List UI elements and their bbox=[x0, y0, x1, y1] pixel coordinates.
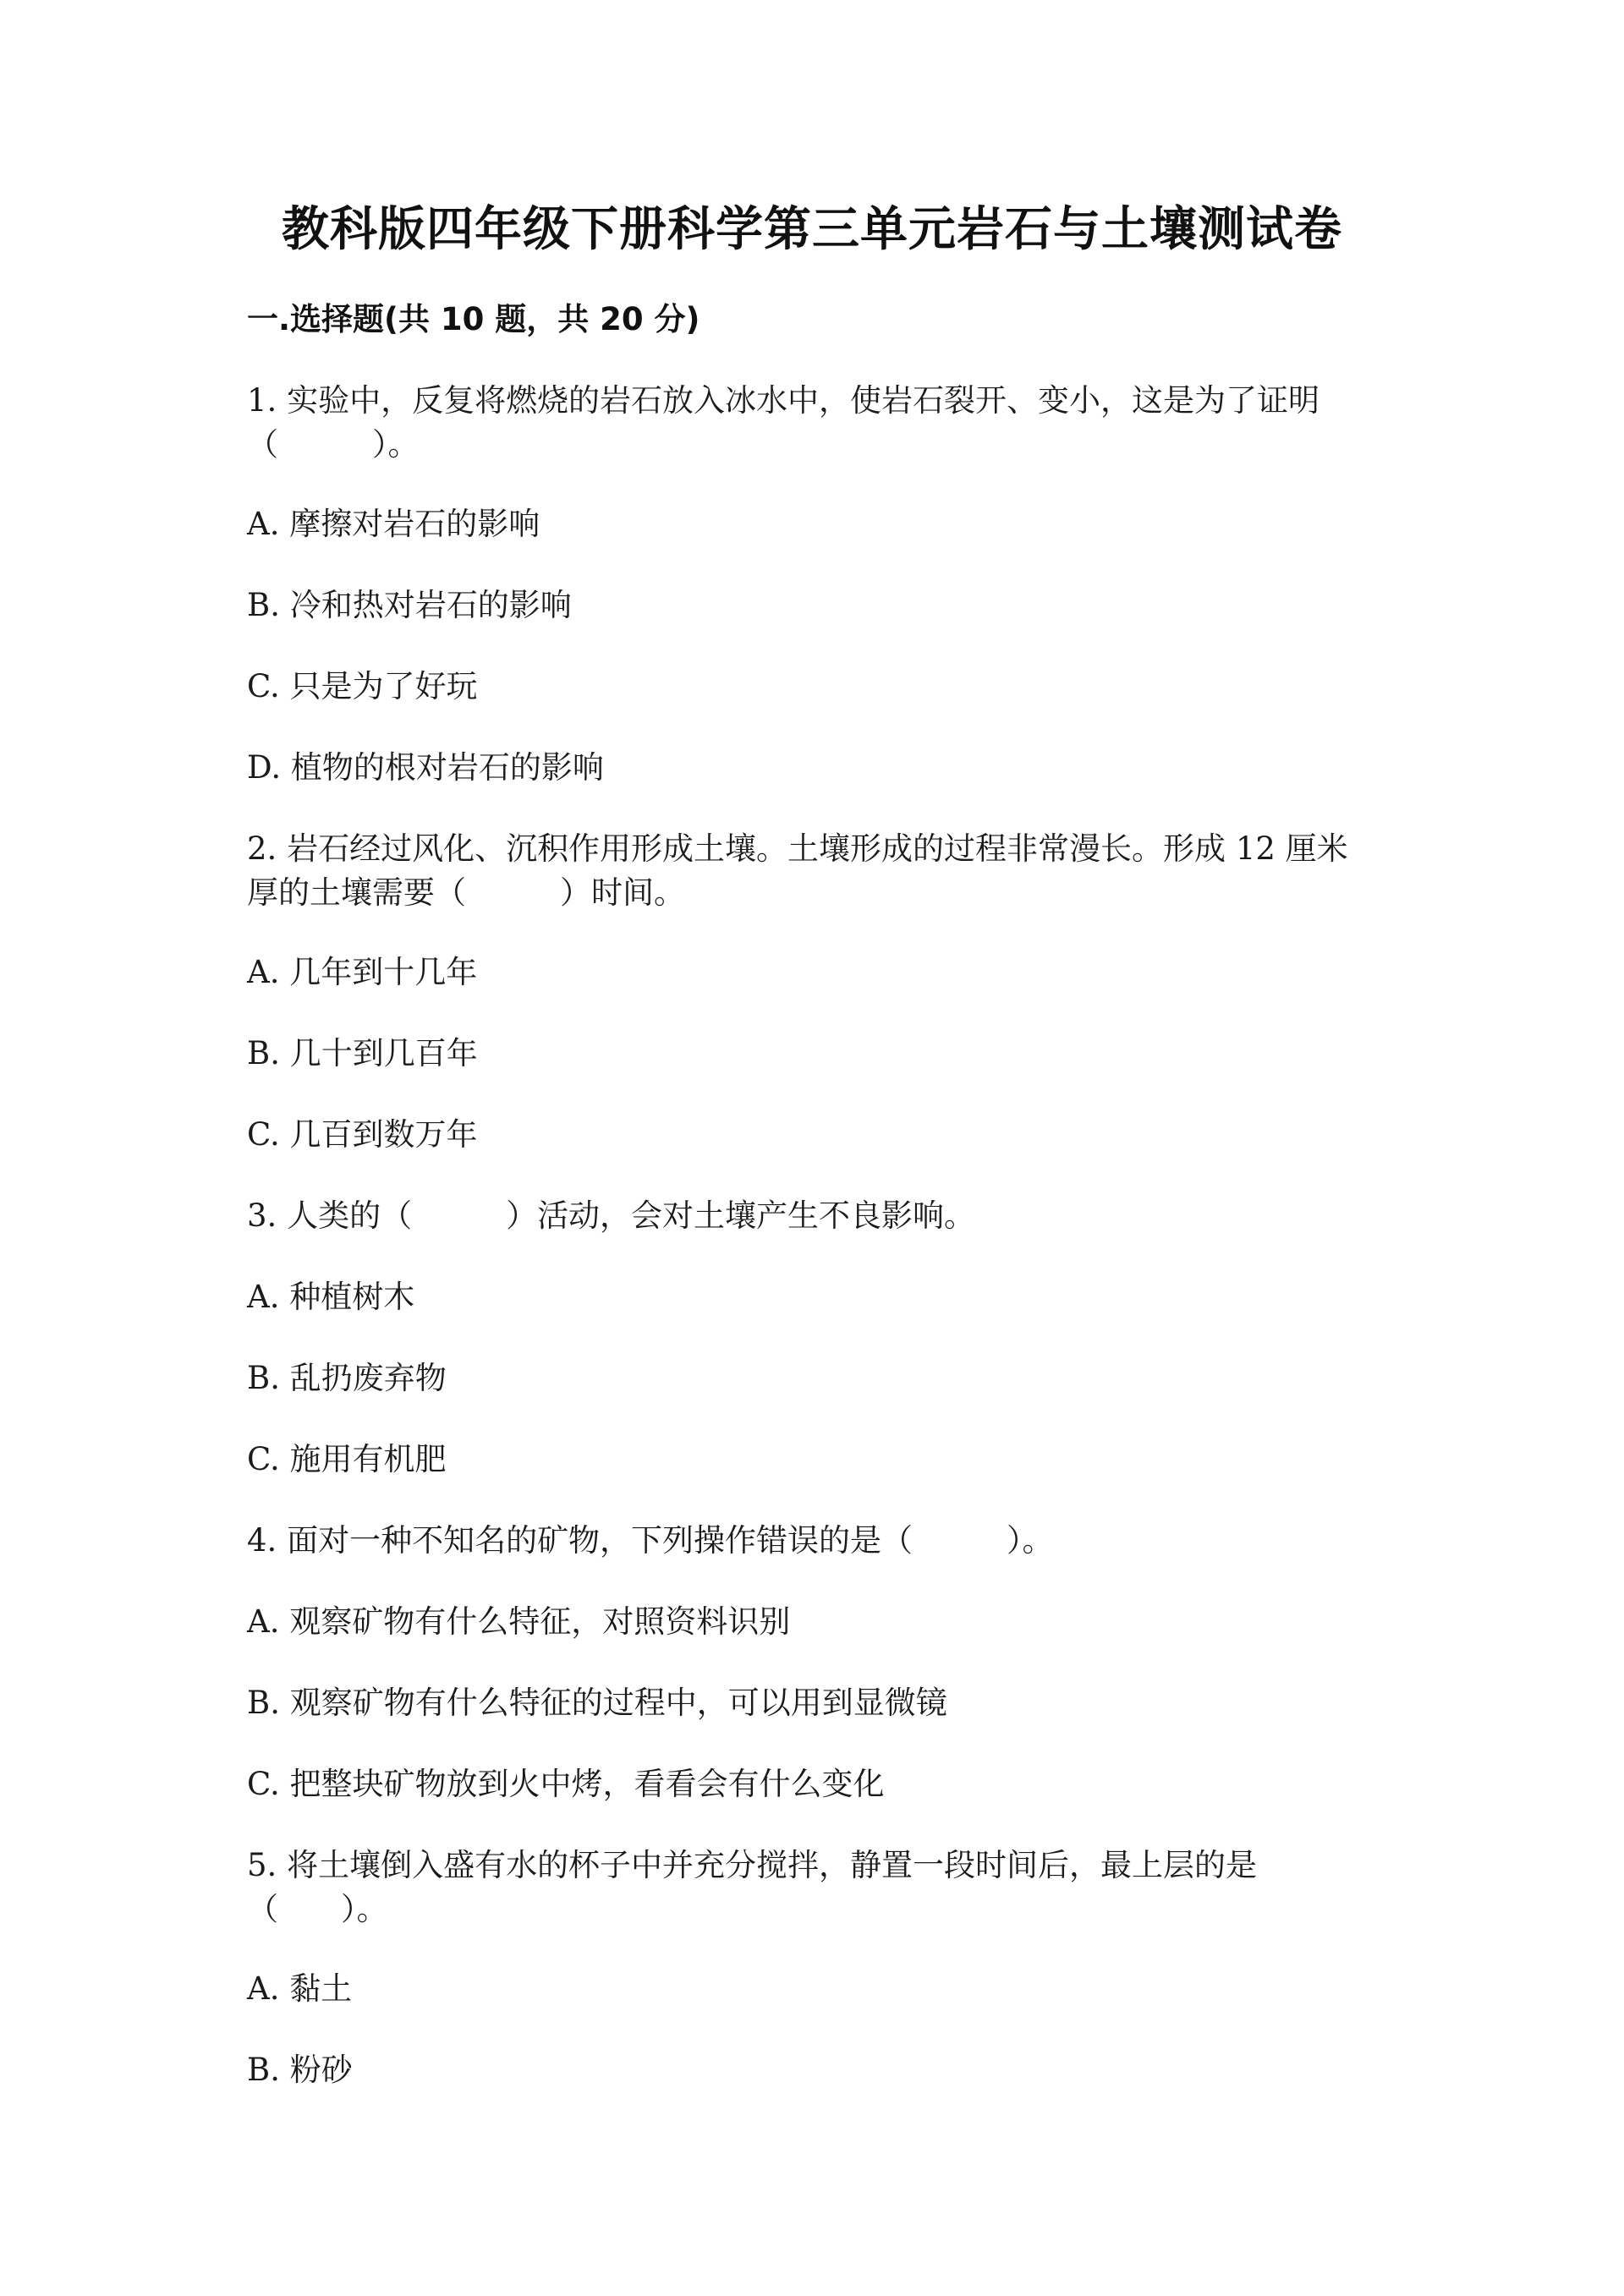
question-3-option-b: B. 乱扔废弃物 bbox=[247, 1360, 447, 1396]
section-heading: 一.选择题(共 10 题，共 20 分) bbox=[247, 301, 700, 337]
question-1-stem: 1. 实验中，反复将燃烧的岩石放入冰水中，使岩石裂开、变小，这是为了证明 bbox=[247, 382, 1320, 419]
question-5-option-b: B. 粉砂 bbox=[247, 2052, 353, 2088]
question-1-option-a: A. 摩擦对岩石的影响 bbox=[247, 506, 540, 542]
question-3-stem: 3. 人类的（ ）活动，会对土壤产生不良影响。 bbox=[247, 1197, 976, 1234]
question-1-stem-cont: （ ）。 bbox=[247, 426, 420, 463]
question-1-option-c: C. 只是为了好玩 bbox=[247, 668, 478, 704]
question-1-option-b: B. 冷和热对岩石的影响 bbox=[247, 587, 572, 623]
question-5-stem-cont: （ ）。 bbox=[247, 1891, 388, 1927]
question-5-option-a: A. 黏土 bbox=[247, 1970, 353, 2007]
page-title: 教科版四年级下册科学第三单元岩石与土壤测试卷 bbox=[282, 202, 1342, 257]
question-2-stem: 2. 岩石经过风化、沉积作用形成土壤。土壤形成的过程非常漫长。形成 12 厘米 bbox=[247, 830, 1348, 867]
question-3-option-c: C. 施用有机肥 bbox=[247, 1441, 447, 1477]
question-1-option-d: D. 植物的根对岩石的影响 bbox=[247, 749, 604, 786]
question-4-option-b: B. 观察矿物有什么特征的过程中，可以用到显微镜 bbox=[247, 1685, 947, 1721]
question-3-option-a: A. 种植树木 bbox=[247, 1279, 415, 1315]
question-5-stem: 5. 将土壤倒入盛有水的杯子中并充分搅拌，静置一段时间后，最上层的是 bbox=[247, 1847, 1258, 1883]
question-4-option-c: C. 把整块矿物放到火中烤，看看会有什么变化 bbox=[247, 1766, 885, 1802]
question-2-option-c: C. 几百到数万年 bbox=[247, 1116, 478, 1153]
question-2-stem-cont: 厚的土壤需要（ ）时间。 bbox=[247, 874, 685, 911]
question-2-option-a: A. 几年到十几年 bbox=[247, 954, 478, 990]
question-4-stem: 4. 面对一种不知名的矿物，下列操作错误的是（ ）。 bbox=[247, 1522, 1054, 1559]
question-4-option-a: A. 观察矿物有什么特征，对照资料识别 bbox=[247, 1603, 791, 1640]
question-2-option-b: B. 几十到几百年 bbox=[247, 1035, 478, 1071]
